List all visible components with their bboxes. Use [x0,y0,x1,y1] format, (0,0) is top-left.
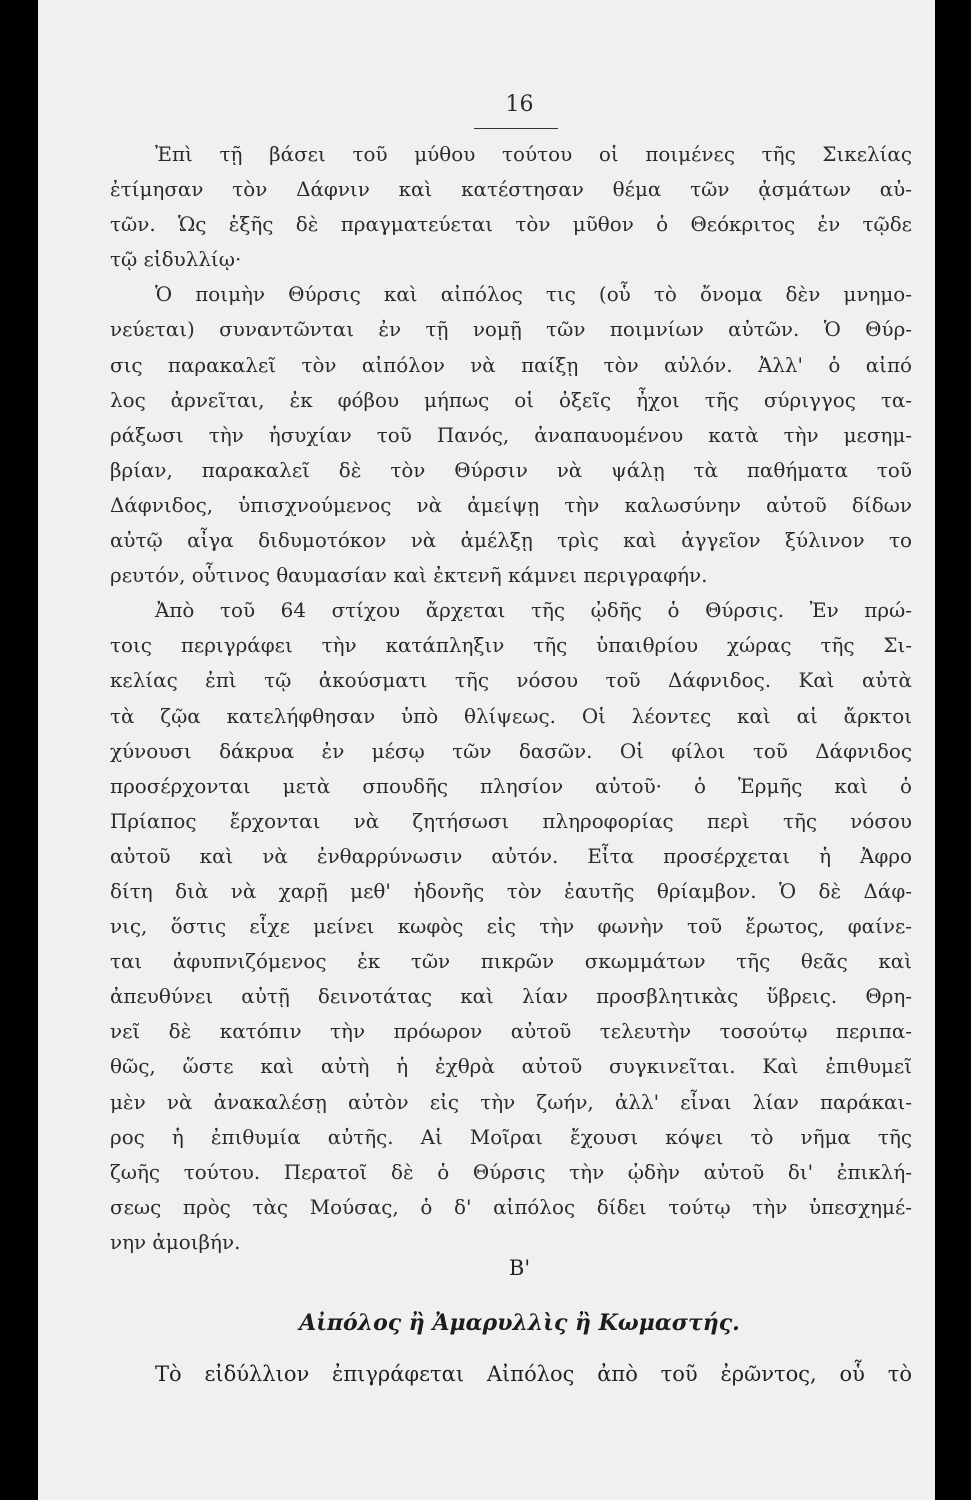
text-line: αὐτοῦ καὶ νὰ ἐνθαρρύνωσιν αὐτόν. Εἶτα προσέρχεται ἡ Ἀφρο [110,844,912,868]
text-line: Ἀπὸ τοῦ 64 στίχου ἄρχεται τῆς ᾠδῆς ὁ Θύρσις. Ἐν πρώ- [155,599,912,623]
text-line: Ὁ ποιμὴν Θύρσις καὶ αἰπόλος τις (οὗ τὸ ὄνομα δὲν μνημο- [155,283,912,307]
text-line: σις παρακαλεῖ τὸν αἰπόλον νὰ παίξῃ τὸν αὐλόν. Ἀλλ' ὁ αἰπό [110,353,912,377]
text-line: ἀπευθύνει αὐτῇ δεινοτάτας καὶ λίαν προσβλητικὰς ὕβρεις. Θρη- [110,985,912,1009]
page-number: 16 [505,92,534,117]
text-line: τὰ ζῷα κατελήφθησαν ὑπὸ θλίψεως. Οἱ λέοντες καὶ αἱ ἄρκτοι [110,704,912,728]
text-line: θῶς, ὥστε καὶ αὐτὴ ἡ ἐχθρὰ αὐτοῦ συγκινεῖται. Καὶ ἐπιθυμεῖ [110,1055,912,1079]
text-line: ται ἀφυπνιζόμενος ἐκ τῶν πικρῶν σκωμμάτων τῆς θεᾶς καὶ [110,950,912,974]
page-number-rule [474,128,558,129]
text-line: Πρίαπος ἔρχονται νὰ ζητήσωσι πληροφορίας περὶ τῆς νόσου [110,809,912,833]
text-line: ράξωσι τὴν ἡσυχίαν τοῦ Πανός, ἀναπαυομένου κατὰ τὴν μεσημ- [110,423,912,447]
text-line: τοις περιγράφει τὴν κατάπληξιν τῆς ὑπαιθρίου χώρας τῆς Σι- [110,634,912,658]
text-line: κελίας ἐπὶ τῷ ἀκούσματι τῆς νόσου τοῦ Δάφνιδος. Καὶ αὐτὰ [110,669,912,693]
section-subtitle: Αἰπόλος ἢ Ἀμαρυλλὶς ἢ Κωμαστής. [299,1310,740,1336]
text-line: αὐτῷ αἶγα διδυμοτόκον νὰ ἀμέλξῃ τρὶς καὶ ἀγγεῖον ξύλινον το [110,529,912,553]
text-line: τῶν. Ὡς ἑξῆς δὲ πραγματεύεται τὸν μῦθον ὁ Θεόκριτος ἐν τῷδε [110,213,912,237]
text-line: μὲν νὰ ἀνακαλέσῃ αὐτὸν εἰς τὴν ζωήν, ἀλλ' εἶναι λίαν παράκαι- [110,1090,912,1114]
text-line: βρίαν, παρακαλεῖ δὲ τὸν Θύρσιν νὰ ψάλῃ τὰ παθήματα τοῦ [110,458,912,482]
body-text [110,137,912,1260]
text-line: ἐτίμησαν τὸν Δάφνιν καὶ κατέστησαν θέμα τῶν ᾀσμάτων αὐ- [110,178,912,202]
text-line: προσέρχονται μετὰ σπουδῆς πλησίον αὐτοῦ· ὁ Ἑρμῆς καὶ ὁ [110,774,912,798]
text-line: τῷ εἰδυλλίῳ· [110,248,242,272]
text-line: χύνουσι δάκρυα ἐν μέσῳ τῶν δασῶν. Οἱ φίλοι τοῦ Δάφνιδος [110,739,912,763]
text-line: νεύεται) συναντῶνται ἐν τῇ νομῇ τῶν ποιμνίων αὐτῶν. Ὁ Θύρ- [110,318,912,342]
text-line: Δάφνιδος, ὑπισχνούμενος νὰ ἀμείψῃ τὴν καλωσύνην αὐτοῦ δίδων [110,493,912,517]
text-line: σεως πρὸς τὰς Μούσας, ὁ δ' αἰπόλος δίδει τούτῳ τὴν ὑπεσχημέ- [110,1195,912,1219]
text-line: νεῖ δὲ κατόπιν τὴν πρόωρον αὐτοῦ τελευτὴν τοσούτῳ περιπα- [110,1020,912,1044]
text-line: δίτη διὰ νὰ χαρῇ μεθ' ἡδονῆς τὸν ἑαυτῆς θρίαμβον. Ὁ δὲ Δάφ- [110,879,912,903]
text-line: νην ἀμοιβήν. [110,1230,241,1254]
text-line: ρος ἡ ἐπιθυμία αὐτῆς. Αἱ Μοῖραι ἔχουσι κόψει τὸ νῆμα τῆς [110,1125,912,1149]
text-line: λος ἀρνεῖται, ἐκ φόβου μήπως οἱ ὀξεῖς ἦχοι τῆς σύριγγος τα- [110,388,912,412]
text-line: νις, ὅστις εἶχε μείνει κωφὸς εἰς τὴν φωνὴν τοῦ ἔρωτος, φαίνε- [110,915,912,939]
text-line: Ἐπὶ τῇ βάσει τοῦ μύθου τούτου οἱ ποιμένες τῆς Σικελίας [155,143,912,166]
section-first-line [110,1357,912,1392]
text-line: Τὸ εἰδύλλιον ἐπιγράφεται Αἰπόλος ἀπὸ τοῦ ἐρῶντος, οὗ τὸ [155,1362,912,1386]
text-line: ρευτόν, οὗτινος θαυμασίαν καὶ ἐκτενῆ κάμνει περιγραφήν. [110,564,708,588]
section-heading: Β' [508,1256,531,1280]
text-line: ζωῆς τούτου. Περατοῖ δὲ ὁ Θύρσις τὴν ᾠδὴν αὐτοῦ δι' ἐπικλή- [110,1160,912,1184]
